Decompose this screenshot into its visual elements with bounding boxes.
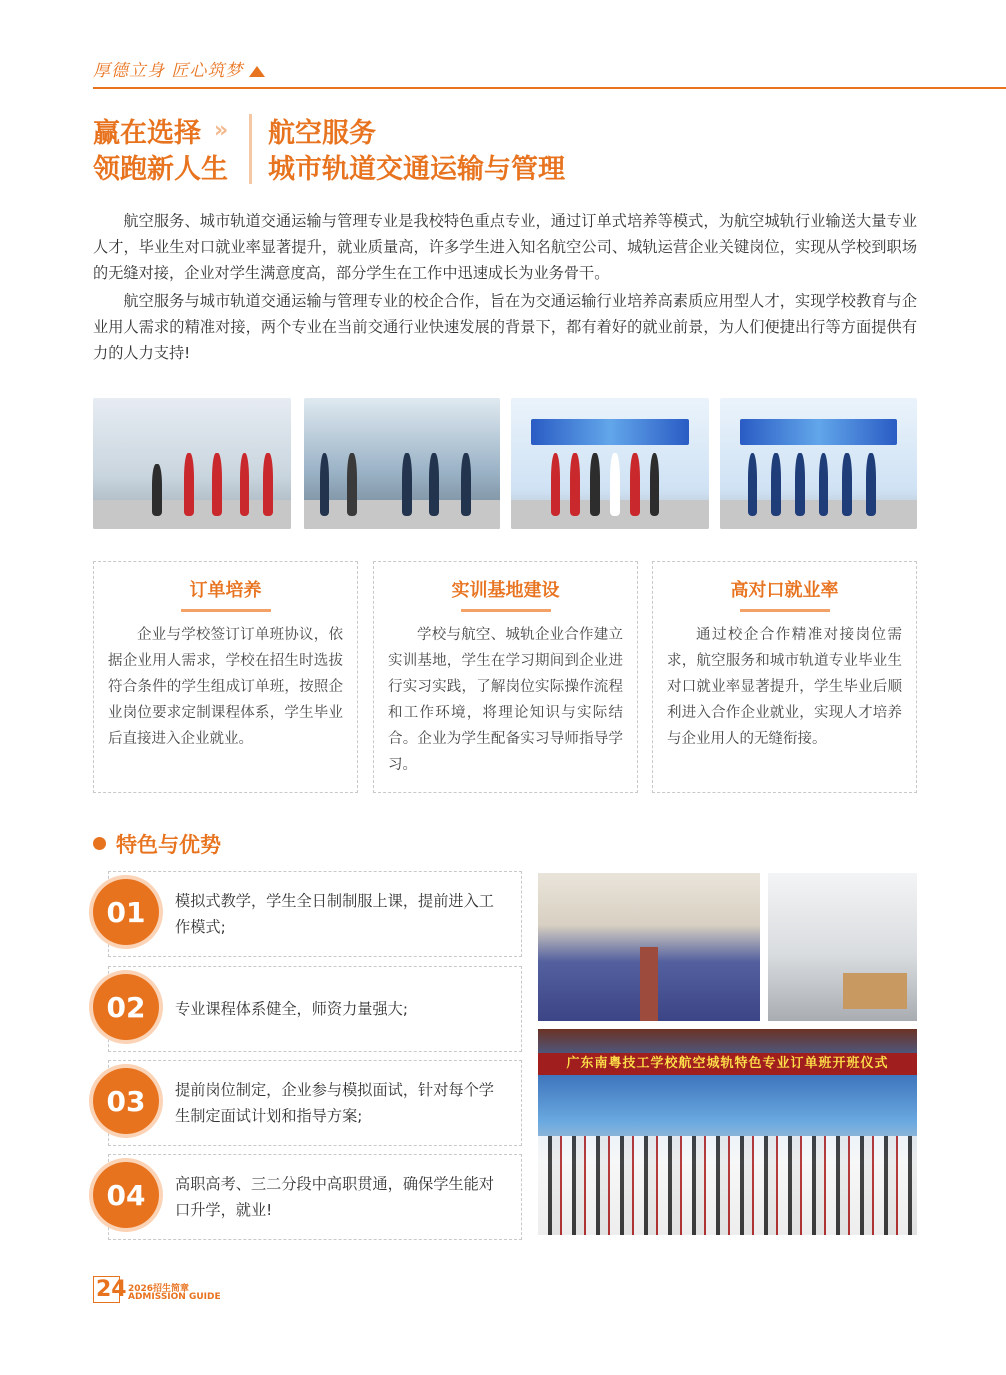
feature-title: 订单培养 — [189, 580, 262, 601]
advantage-item — [108, 1154, 522, 1240]
feature-card — [93, 561, 358, 793]
feature-card — [373, 561, 638, 793]
advantage-item — [108, 871, 522, 957]
title-left — [93, 116, 228, 188]
page-number: 24 — [96, 1277, 127, 1302]
title-right-line2: 城市轨道交通运输与管理 — [268, 154, 565, 185]
intro-paragraph: 航空服务与城市轨道交通运输与管理专业的校企合作，旨在为交通运输行业培养高素质应用型人才，实现学校教育与企业用人需求的精准对接，两个专业在当前交通行业快速发展的背景下，都有着好的就业前景，为人们便捷出行等方面提供有力的人力支持! — [93, 292, 917, 362]
title-right — [268, 116, 565, 188]
header-divider — [93, 87, 1006, 89]
footer-label-en: ADMISSION GUIDE — [128, 1292, 221, 1302]
title-left-line2: 领跑新人生 — [93, 154, 228, 185]
feature-text: 通过校企合作精准对接岗位需求，航空服务和城市轨道专业毕业生对口就业率显著提升，学生毕业后顺利进入合作企业就业，实现人才培养与企业用人的无缝衔接。 — [667, 627, 902, 747]
footer-label-cn: 2026招生简章 — [128, 1284, 190, 1294]
photo-competition-1 — [511, 398, 709, 529]
photo-security-check — [768, 873, 917, 1021]
photo-training — [304, 398, 500, 529]
photo-interview — [93, 398, 291, 529]
intro-paragraph: 航空服务、城市轨道交通运输与管理专业是我校特色重点专业，通过订单式培养等模式，为航空城轨行业输送大量专业人才，毕业生对口就业率显著提升，就业质量高，许多学生进入知名航空公司、城轨运营企业关键岗位，实现从学校到职场的无缝对接，企业对学生满意度高，部分学生在工作中迅速成长为业务骨干。 — [93, 212, 917, 282]
photo-competition-2 — [720, 398, 917, 529]
double-chevron-icon: » — [214, 118, 225, 143]
section-title: 特色与优势 — [116, 833, 221, 857]
feature-underline — [181, 609, 271, 612]
advantage-text: 高职高考、三二分段中高职贯通，确保学生能对口升学，就业! — [175, 1175, 494, 1219]
photo-aircraft-cabin — [538, 873, 760, 1021]
mountain-icon — [249, 66, 265, 77]
ceremony-banner-text: 广东南粤技工学校航空城轨特色专业订单班开班仪式 — [566, 1056, 889, 1071]
advantage-number: 03 — [93, 1068, 159, 1134]
advantage-number: 02 — [93, 974, 159, 1040]
advantage-item — [108, 966, 522, 1052]
title-right-line1: 航空服务 — [268, 118, 376, 149]
advantage-number: 01 — [93, 879, 159, 945]
section-bullet-icon — [93, 837, 106, 850]
advantage-item — [108, 1060, 522, 1146]
feature-title: 高对口就业率 — [730, 580, 839, 601]
title-divider — [249, 114, 252, 184]
feature-text: 学校与航空、城轨企业合作建立实训基地，学生在学习期间到企业进行实习实践，了解岗位实际操作流程和工作环境，将理论知识与实际结合。企业为学生配备实习导师指导学习。 — [388, 627, 623, 773]
intro-text — [93, 208, 917, 368]
feature-underline — [740, 609, 830, 612]
feature-title: 实训基地建设 — [451, 580, 560, 601]
feature-underline — [461, 609, 551, 612]
advantage-text: 专业课程体系健全，师资力量强大; — [175, 1000, 408, 1018]
header-slogan: 厚德立身 匠心筑梦 — [93, 56, 265, 81]
feature-text: 企业与学校签订订单班协议，依据企业用人需求，学校在招生时选拔符合条件的学生组成订单班，按照企业岗位要求定制课程体系，学生毕业后直接进入企业就业。 — [108, 627, 343, 747]
advantage-text: 模拟式教学，学生全日制制服上课，提前进入工作模式; — [175, 892, 494, 936]
photo-ceremony — [538, 1029, 917, 1235]
advantage-number: 04 — [93, 1162, 159, 1228]
title-left-line1: 赢在选择 — [93, 118, 201, 149]
feature-card — [652, 561, 917, 793]
advantage-text: 提前岗位制定，企业参与模拟面试，针对每个学生制定面试计划和指导方案; — [175, 1081, 494, 1125]
